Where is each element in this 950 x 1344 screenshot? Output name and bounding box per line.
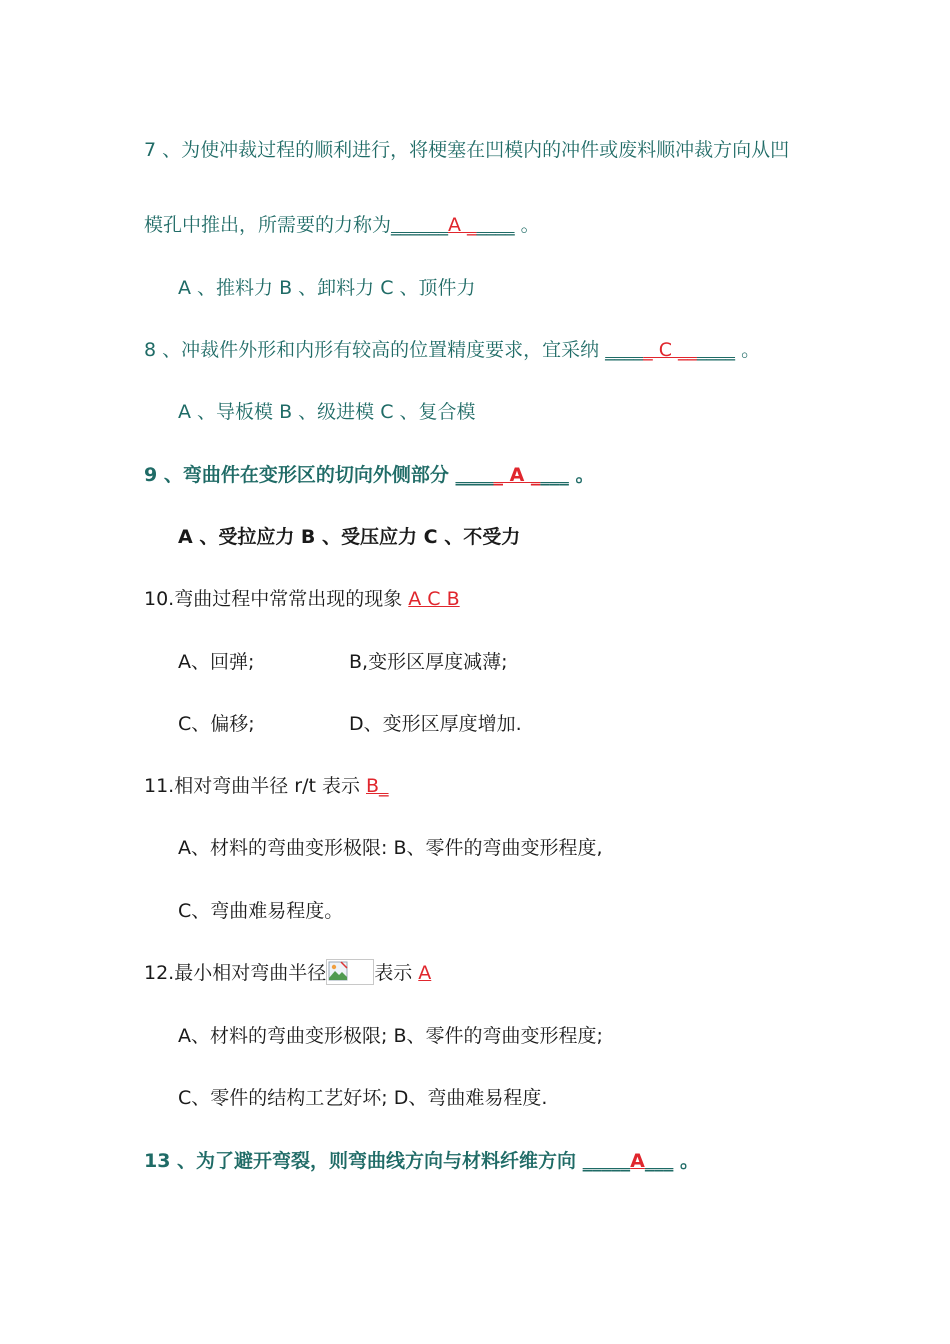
q10-stem	[144, 587, 460, 611]
q7-blank-after: ____	[476, 214, 515, 236]
q13-blank-after: ___	[644, 1150, 674, 1172]
q13-stem	[144, 1149, 699, 1173]
q10-stem-text: 10.弯曲过程中常常出现的现象	[144, 588, 409, 610]
q10-option-c: C、偏移;	[178, 713, 255, 735]
q9-stem-text: 9 、弯曲件在变形区的切向外侧部分	[144, 464, 456, 486]
q12-stem	[144, 961, 431, 985]
q7-stem-line2	[144, 213, 540, 237]
q11-stem	[144, 774, 389, 798]
q11-answer: B_	[366, 775, 389, 797]
q7-stem-text: 模孔中推出，所需要的力称为	[144, 214, 392, 236]
q13-suffix: 。	[673, 1150, 700, 1172]
q13-blank-before: _____	[582, 1150, 631, 1172]
q11-options-line1: A、材料的弯曲变形极限: B、零件的弯曲变形程度,	[178, 837, 603, 859]
q7-stem-line1: 7 、为使冲裁过程的顺利进行，将梗塞在凹模内的冲件或废料顺冲裁方向从凹	[144, 139, 790, 161]
q11-stem-text: 11.相对弯曲半径 r/t 表示	[144, 775, 366, 797]
q13-answer: A	[630, 1150, 645, 1172]
q7-blank-before: ______	[391, 214, 449, 236]
q9-suffix: 。	[568, 464, 595, 486]
q9-blank-after: ___	[540, 464, 569, 486]
q7-suffix: 。	[514, 214, 540, 236]
q12-stem-middle: 表示	[374, 962, 419, 984]
q12-answer: A	[418, 962, 432, 984]
q12-options-line1: A、材料的弯曲变形极限; B、零件的弯曲变形程度;	[178, 1025, 603, 1047]
q8-blank-before: ____	[605, 339, 644, 361]
q8-answer: _ C __	[643, 339, 698, 361]
q9-options: A 、受拉应力 B 、受压应力 C 、不受力	[178, 526, 521, 548]
q8-blank-after: ____	[697, 339, 736, 361]
q11-options-line2: C、弯曲难易程度。	[178, 900, 344, 922]
q8-stem-text: 8 、冲裁件外形和内形有较高的位置精度要求，宜采纳	[144, 339, 606, 361]
q9-answer: _ A _	[493, 464, 541, 486]
q8-suffix: 。	[735, 339, 761, 361]
q9-stem	[144, 463, 595, 487]
q10-option-a: A、回弹;	[178, 651, 255, 673]
q7-options: A 、推料力 B 、卸料力 C 、顶件力	[178, 277, 476, 299]
q10-option-b: B,变形区厚度减薄;	[349, 651, 508, 673]
q9-blank-before: ____	[455, 464, 494, 486]
q12-stem-text: 12.最小相对弯曲半径	[144, 962, 327, 984]
q7-answer: A _	[448, 214, 477, 236]
q8-options: A 、导板模 B 、级进模 C 、复合模	[178, 401, 476, 423]
broken-image-icon	[326, 959, 374, 985]
q12-options-line2: C、零件的结构工艺好坏; D、弯曲难易程度.	[178, 1087, 548, 1109]
q10-option-d: D、变形区厚度增加.	[349, 713, 522, 735]
q13-stem-text: 13 、为了避开弯裂，则弯曲线方向与材料纤维方向	[144, 1150, 583, 1172]
q10-answer: A C B	[408, 588, 460, 610]
q8-stem	[144, 338, 760, 362]
